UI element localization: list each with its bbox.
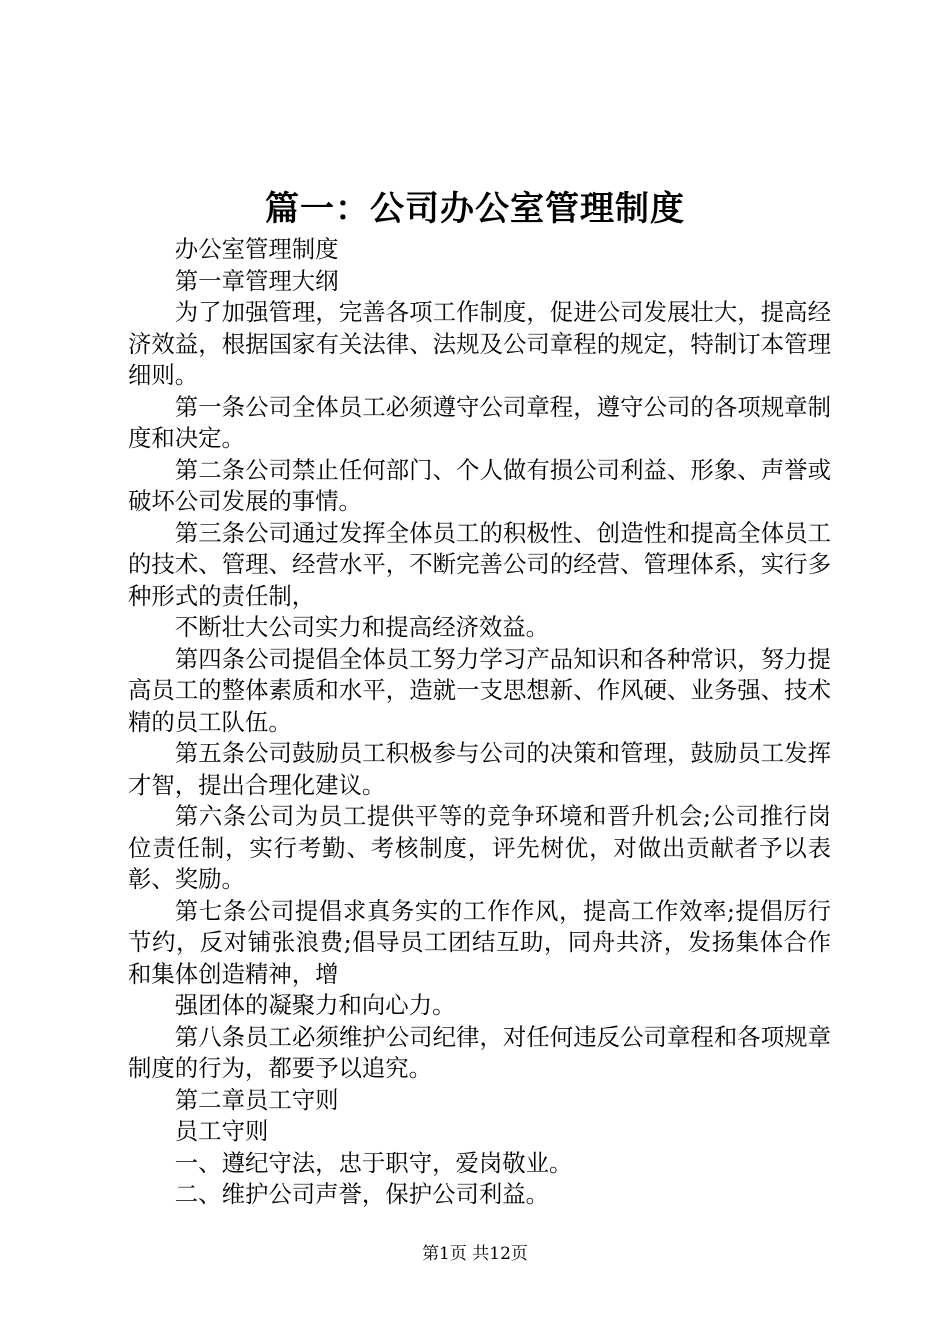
paragraph: 第七条公司提倡求真务实的工作作风，提高工作效率;提倡厉行节约，反对铺张浪费;倡导员工团结互助，同舟共济，发扬集体合作和集体创造精神，增 — [128, 896, 831, 988]
paragraph: 办公室管理制度 — [174, 235, 339, 263]
paragraph: 第一章管理大纲 — [174, 266, 339, 295]
paragraph: 第二章员工守则 — [174, 1085, 339, 1114]
paragraph: 第六条公司为员工提供平等的竞争环境和晋升机会;公司推行岗位责任制，实行考勤、考核制度，评先树优，对做出贡献者予以表彰、奖励。 — [128, 802, 831, 893]
paragraph: 强团体的凝聚力和向心力。 — [174, 991, 456, 1019]
paragraph: 第一条公司全体员工必须遵守公司章程，遵守公司的各项规章制度和决定。 — [128, 392, 831, 452]
paragraph: 一、遵纪守法，忠于职守，爱岗敬业。 — [174, 1148, 573, 1177]
paragraph: 第四条公司提倡全体员工努力学习产品知识和各种常识，努力提高员工的整体素质和水平，造就一支思想新、作风硬、业务强、技术精的员工队伍。 — [128, 644, 831, 736]
paragraph: 第二条公司禁止任何部门、个人做有损公司利益、形象、声誉或破坏公司发展的事情。 — [128, 455, 831, 515]
paragraph: 第五条公司鼓励员工积极参与公司的决策和管理，鼓励员工发挥才智，提出合理化建议。 — [128, 739, 831, 799]
page-footer: 第1页 共12页 — [422, 1244, 528, 1264]
paragraph: 为了加强管理，完善各项工作制度，促进公司发展壮大，提高经济效益，根据国家有关法律、法规及公司章程的规定，特制订本管理细则。 — [128, 298, 831, 389]
paragraph: 员工守则 — [174, 1117, 269, 1145]
document-title: 篇一：公司办公室管理制度 — [265, 189, 685, 229]
paragraph: 第八条员工必须维护公司纪律，对任何违反公司章程和各项规章制度的行为，都要予以追究。 — [128, 1022, 831, 1082]
paragraph: 不断壮大公司实力和提高经济效益。 — [174, 613, 550, 641]
document-body — [128, 234, 831, 1211]
paragraph: 第三条公司通过发挥全体员工的积极性、创造性和提高全体员工的技术、管理、经营水平，不断完善公司的经营、管理体系，实行多种形式的责任制， — [128, 518, 831, 610]
paragraph: 二、维护公司声誉，保护公司利益。 — [174, 1180, 550, 1208]
